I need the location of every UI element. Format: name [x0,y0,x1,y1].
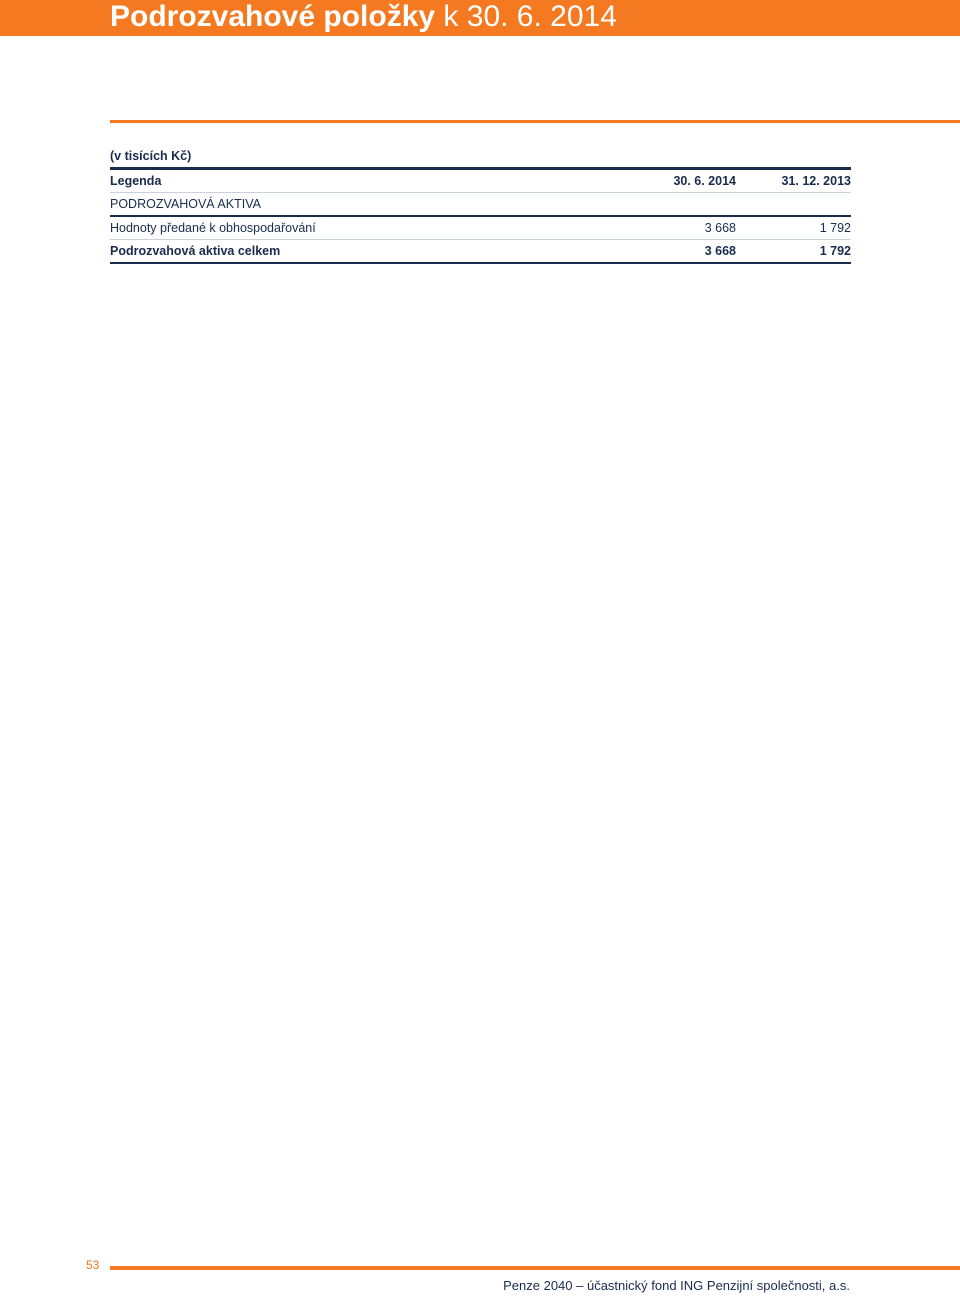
row-value-date2: 1 792 [819,221,851,235]
page-number: 53 [86,1258,100,1272]
row-label: Hodnoty předané k obhospodařování [110,221,316,235]
section-divider [110,120,960,123]
column-header-legend: Legenda [110,174,162,188]
total-label: Podrozvahová aktiva celkem [110,244,281,258]
row-value-date1: 3 668 [704,221,736,235]
total-value-date1: 3 668 [704,244,736,258]
unit-note: (v tisících Kč) [110,149,192,163]
total-row [110,240,851,262]
total-value-date2: 1 792 [819,244,851,258]
section-title: PODROZVAHOVÁ AKTIVA [110,197,261,211]
table-row [110,217,851,239]
footer-text: Penze 2040 – účastnický fond ING Penzijní společnosti, a.s. [503,1278,850,1293]
page-title-date: k 30. 6. 2014 [443,0,617,33]
off-balance-table [110,167,851,264]
column-header-date1: 30. 6. 2014 [673,174,736,188]
table-bottom-rule [110,262,851,264]
column-header-date2: 31. 12. 2013 [781,174,851,188]
footer-rule [110,1266,960,1270]
page-title-main: Podrozvahové položky [110,0,436,33]
section-title-row [110,193,851,215]
page-title [110,0,617,36]
table-header-row [110,170,851,192]
